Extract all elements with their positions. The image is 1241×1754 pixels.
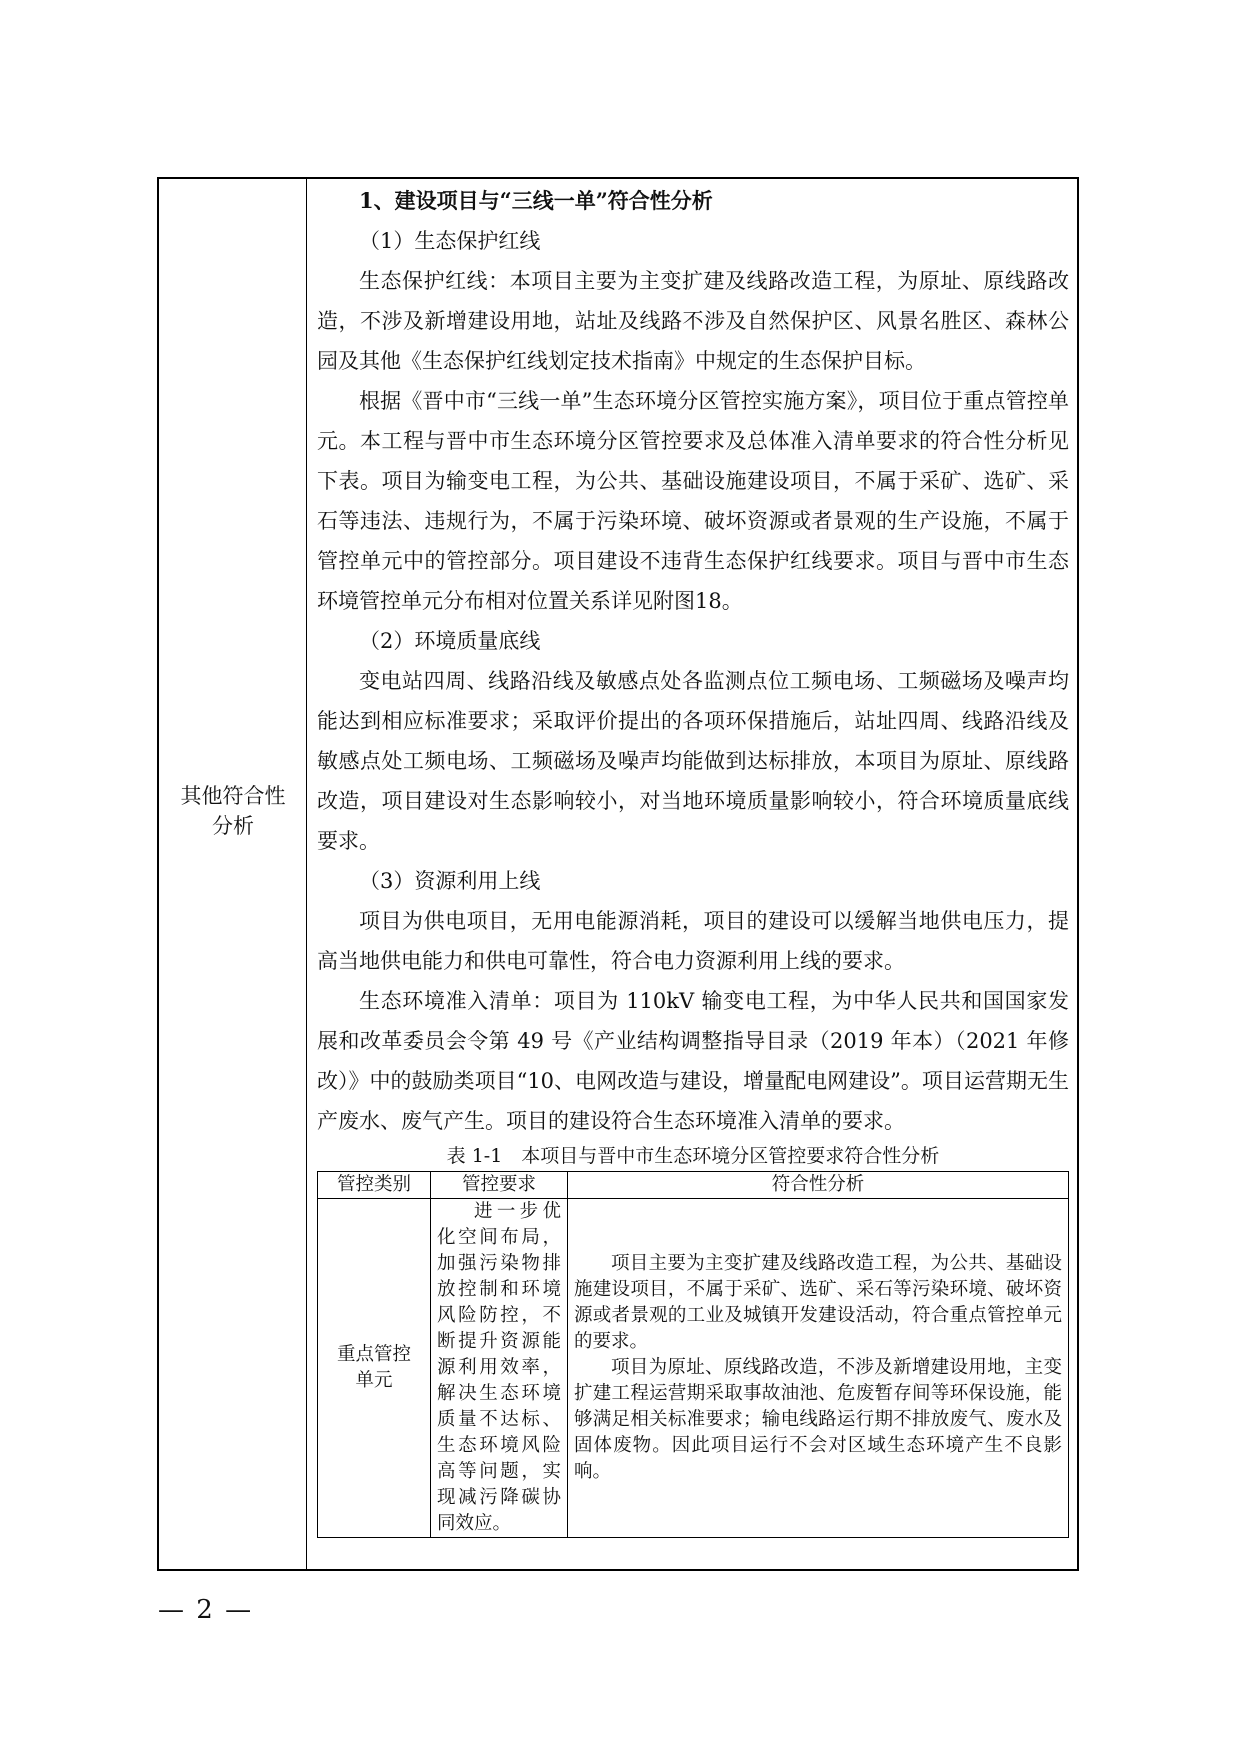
cell-analysis [568, 1199, 1069, 1538]
cell-category [318, 1199, 431, 1538]
left-column-label [159, 781, 307, 841]
section1-title: （1）生态保护红线 [359, 229, 541, 253]
page-number: — 2 — [158, 1595, 254, 1625]
section-heading: 1、建设项目与“三线一单”符合性分析 [359, 188, 713, 213]
section2-paragraph-1: 变电站四周、线路沿线及敏感点处各监测点位工频电场、工频磁场及噪声均能达到相应标准要求；采取评价提出的各项环保措施后，站址四周、线路沿线及敏感点处工频电场、工频磁场及噪声均能做到达标排放，本项目为原址、原线路改造，项目建设对生态影响较小，对当地环境质量影响较小，符合环境质量底线要求。 [317, 669, 1069, 853]
table-caption: 表 1-1 本项目与晋中市生态环境分区管控要求符合性分析 [446, 1145, 940, 1167]
table-row [318, 1199, 1069, 1538]
analysis-paragraph-1: 项目主要为主变扩建及线路改造工程，为公共、基础设施建设项目，不属于采矿、选矿、采石等污染环境、破坏资源或者景观的工业及城镇开发建设活动，符合重点管控单元的要求。 [574, 1253, 1062, 1352]
header-analysis: 符合性分析 [568, 1172, 1069, 1199]
control-requirements-table [317, 1171, 1069, 1538]
section3-paragraph-1: 项目为供电项目，无用电能源消耗，项目的建设可以缓解当地供电压力，提高当地供电能力和供电可靠性，符合电力资源利用上线的要求。 [317, 909, 1069, 973]
left-label-text: 其他符合性 分析 [180, 784, 286, 838]
analysis-content [317, 179, 1069, 1538]
header-requirement: 管控要求 [431, 1172, 568, 1199]
table-header-row [318, 1172, 1069, 1199]
section3-title: （3）资源利用上线 [359, 869, 541, 893]
analysis-paragraph-2: 项目为原址、原线路改造，不涉及新增建设用地，主变扩建工程运营期采取事故油池、危废暂存间等环保设施，能够满足相关标准要求；输电线路运行期不排放废气、废水及固体废物。因此项目运行不会对区域生态环境产生不良影响。 [574, 1357, 1062, 1482]
section3-paragraph-2: 生态环境准入清单：项目为 110kV 输变电工程，为中华人民共和国国家发展和改革委员会令第 49 号《产业结构调整指导目录（2019 年本）（2021 年修改）》中的鼓励类项目“10、电网改造与建设，增量配电网建设”。项目运营期无生产废水、废气产生。项目的建设符合生态环境准入清单的要求。 [317, 989, 1069, 1133]
section1-paragraph-1: 生态保护红线：本项目主要为主变扩建及线路改造工程，为原址、原线路改造，不涉及新增建设用地，站址及线路不涉及自然保护区、风景名胜区、森林公园及其他《生态保护红线划定技术指南》中规定的生态保护目标。 [317, 269, 1069, 373]
section2-title: （2）环境质量底线 [359, 629, 541, 653]
header-category: 管控类别 [318, 1172, 431, 1199]
left-column [159, 179, 307, 1569]
section1-paragraph-2: 根据《晋中市“三线一单”生态环境分区管控实施方案》，项目位于重点管控单元。本工程与晋中市生态环境分区管控要求及总体准入清单要求的符合性分析见下表。项目为输变电工程，为公共、基础设施建设项目，不属于采矿、选矿、采石等违法、违规行为，不属于污染环境、破坏资源或者景观的生产设施，不属于管控单元中的管控部分。项目建设不违背生态保护红线要求。项目与晋中市生态环境管控单元分布相对位置关系详见附图18。 [317, 389, 1069, 613]
analysis-table-frame [157, 177, 1079, 1571]
cell-requirement: 进一步优化空间布局，加强污染物排放控制和环境风险防控，不断提升资源能源利用效率，解决生态环境质量不达标、生态环境风险高等问题，实现减污降碳协同效应。 [431, 1199, 568, 1538]
cell-category-text: 重点管控单元 [336, 1344, 411, 1391]
